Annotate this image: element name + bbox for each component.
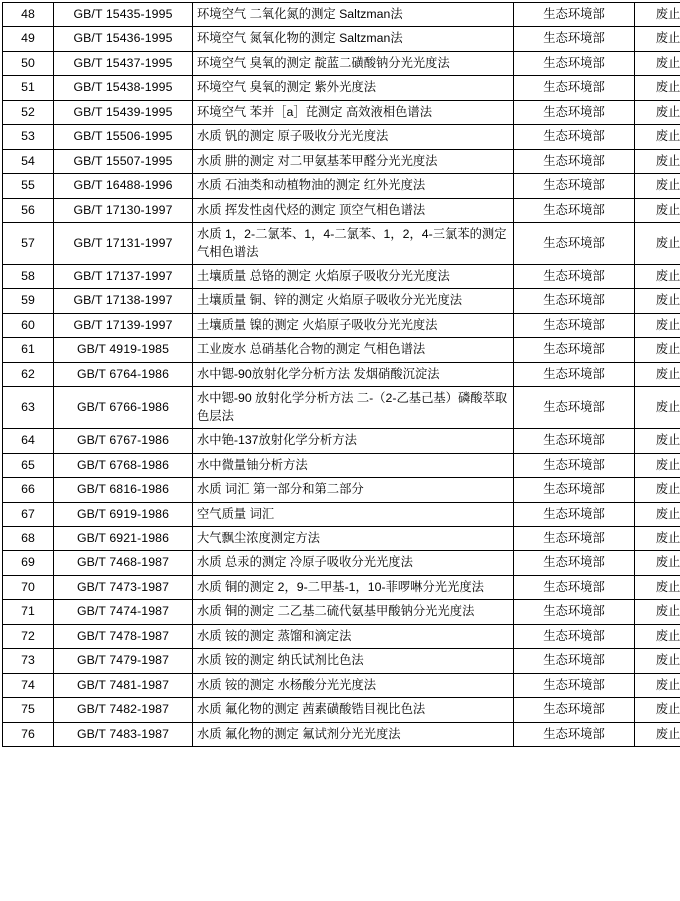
cell-serial-number: 64: [3, 429, 54, 453]
cell-standard-code: GB/T 7468-1987: [54, 551, 193, 575]
cell-standard-code: GB/T 7483-1987: [54, 722, 193, 746]
cell-department: 生态环境部: [514, 478, 635, 502]
table-row: [3, 551, 680, 575]
cell-status: 废止: [635, 3, 680, 27]
cell-serial-number: 48: [3, 3, 54, 27]
cell-department: 生态环境部: [514, 526, 635, 550]
cell-serial-number: 65: [3, 453, 54, 477]
cell-department: 生态环境部: [514, 362, 635, 386]
cell-serial-number: 52: [3, 100, 54, 124]
cell-status: 废止: [635, 51, 680, 75]
cell-status: 废止: [635, 27, 680, 51]
cell-serial-number: 68: [3, 526, 54, 550]
cell-status: 废止: [635, 149, 680, 173]
table-row: [3, 453, 680, 477]
cell-department: 生态环境部: [514, 649, 635, 673]
cell-status: 废止: [635, 125, 680, 149]
cell-department: 生态环境部: [514, 387, 635, 429]
cell-status: 废止: [635, 313, 680, 337]
cell-standard-name: 水质 石油类和动植物油的测定 红外光度法: [193, 174, 514, 198]
cell-standard-name: 水质 总汞的测定 冷原子吸收分光光度法: [193, 551, 514, 575]
table-row: [3, 387, 680, 429]
cell-department: 生态环境部: [514, 624, 635, 648]
cell-standard-name: 水质 词汇 第一部分和第二部分: [193, 478, 514, 502]
table-row: [3, 478, 680, 502]
cell-department: 生态环境部: [514, 429, 635, 453]
cell-standard-code: GB/T 17131-1997: [54, 223, 193, 265]
cell-standard-name: 工业废水 总硝基化合物的测定 气相色谱法: [193, 338, 514, 362]
cell-standard-code: GB/T 7474-1987: [54, 600, 193, 624]
cell-standard-name: 水中锶-90 放射化学分析方法 二-（2-乙基己基）磷酸萃取色层法: [193, 387, 514, 429]
cell-standard-name: 水质 钒的测定 原子吸收分光光度法: [193, 125, 514, 149]
cell-standard-code: GB/T 7478-1987: [54, 624, 193, 648]
table-row: [3, 575, 680, 599]
cell-department: 生态环境部: [514, 223, 635, 265]
cell-status: 废止: [635, 649, 680, 673]
cell-serial-number: 66: [3, 478, 54, 502]
table-row: [3, 100, 680, 124]
cell-department: 生态环境部: [514, 264, 635, 288]
cell-department: 生态环境部: [514, 125, 635, 149]
cell-standard-code: GB/T 15435-1995: [54, 3, 193, 27]
cell-standard-name: 水质 氟化物的测定 氟试剂分光光度法: [193, 722, 514, 746]
cell-department: 生态环境部: [514, 722, 635, 746]
cell-standard-code: GB/T 6816-1986: [54, 478, 193, 502]
cell-status: 废止: [635, 673, 680, 697]
cell-standard-code: GB/T 6764-1986: [54, 362, 193, 386]
cell-standard-code: GB/T 7481-1987: [54, 673, 193, 697]
table-row: [3, 76, 680, 100]
cell-serial-number: 63: [3, 387, 54, 429]
table-row: [3, 125, 680, 149]
cell-standard-name: 环境空气 苯并［a］芘测定 高效液相色谱法: [193, 100, 514, 124]
table-row: [3, 526, 680, 550]
cell-department: 生态环境部: [514, 673, 635, 697]
cell-standard-name: 土壤质量 总铬的测定 火焰原子吸收分光光度法: [193, 264, 514, 288]
cell-serial-number: 58: [3, 264, 54, 288]
cell-standard-code: GB/T 6768-1986: [54, 453, 193, 477]
table-row: [3, 673, 680, 697]
cell-department: 生态环境部: [514, 502, 635, 526]
table-row: [3, 362, 680, 386]
table-row: [3, 429, 680, 453]
cell-standard-code: GB/T 15436-1995: [54, 27, 193, 51]
cell-status: 废止: [635, 600, 680, 624]
cell-standard-name: 水质 肼的测定 对二甲氨基苯甲醛分光光度法: [193, 149, 514, 173]
cell-serial-number: 76: [3, 722, 54, 746]
cell-standard-code: GB/T 15506-1995: [54, 125, 193, 149]
cell-status: 废止: [635, 223, 680, 265]
table-row: [3, 338, 680, 362]
table-row: [3, 722, 680, 746]
table-row: [3, 502, 680, 526]
cell-serial-number: 51: [3, 76, 54, 100]
cell-standard-code: GB/T 17130-1997: [54, 198, 193, 222]
cell-status: 废止: [635, 100, 680, 124]
cell-serial-number: 73: [3, 649, 54, 673]
table-row: [3, 51, 680, 75]
cell-standard-code: GB/T 15438-1995: [54, 76, 193, 100]
cell-serial-number: 59: [3, 289, 54, 313]
cell-standard-name: 水质 铜的测定 二乙基二硫代氨基甲酸钠分光光度法: [193, 600, 514, 624]
table-row: [3, 149, 680, 173]
cell-standard-name: 环境空气 二氧化氮的测定 Saltzman法: [193, 3, 514, 27]
cell-standard-name: 水质 铵的测定 纳氏试剂比色法: [193, 649, 514, 673]
cell-status: 废止: [635, 575, 680, 599]
cell-standard-name: 大气飘尘浓度测定方法: [193, 526, 514, 550]
cell-department: 生态环境部: [514, 100, 635, 124]
cell-standard-code: GB/T 7473-1987: [54, 575, 193, 599]
cell-standard-code: GB/T 15507-1995: [54, 149, 193, 173]
cell-serial-number: 62: [3, 362, 54, 386]
cell-status: 废止: [635, 722, 680, 746]
cell-status: 废止: [635, 698, 680, 722]
cell-department: 生态环境部: [514, 551, 635, 575]
table-row: [3, 313, 680, 337]
cell-standard-code: GB/T 6919-1986: [54, 502, 193, 526]
table-row: [3, 289, 680, 313]
cell-status: 废止: [635, 551, 680, 575]
cell-standard-code: GB/T 15437-1995: [54, 51, 193, 75]
cell-serial-number: 72: [3, 624, 54, 648]
cell-serial-number: 74: [3, 673, 54, 697]
cell-department: 生态环境部: [514, 174, 635, 198]
cell-standard-code: GB/T 7482-1987: [54, 698, 193, 722]
cell-serial-number: 53: [3, 125, 54, 149]
cell-department: 生态环境部: [514, 289, 635, 313]
cell-serial-number: 67: [3, 502, 54, 526]
cell-standard-name: 水中微量铀分析方法: [193, 453, 514, 477]
cell-standard-code: GB/T 17137-1997: [54, 264, 193, 288]
cell-serial-number: 71: [3, 600, 54, 624]
cell-status: 废止: [635, 264, 680, 288]
table-row: [3, 223, 680, 265]
cell-standard-name: 土壤质量 镍的测定 火焰原子吸收分光光度法: [193, 313, 514, 337]
table-row: [3, 698, 680, 722]
cell-status: 废止: [635, 478, 680, 502]
cell-standard-code: GB/T 6921-1986: [54, 526, 193, 550]
table-row: [3, 600, 680, 624]
cell-serial-number: 56: [3, 198, 54, 222]
cell-serial-number: 57: [3, 223, 54, 265]
table-row: [3, 624, 680, 648]
cell-department: 生态环境部: [514, 76, 635, 100]
table-row: [3, 198, 680, 222]
cell-standard-code: GB/T 7479-1987: [54, 649, 193, 673]
cell-standard-name: 水质 铵的测定 水杨酸分光光度法: [193, 673, 514, 697]
cell-status: 废止: [635, 338, 680, 362]
cell-department: 生态环境部: [514, 600, 635, 624]
cell-standard-code: GB/T 6767-1986: [54, 429, 193, 453]
cell-status: 废止: [635, 289, 680, 313]
table-row: [3, 264, 680, 288]
cell-serial-number: 49: [3, 27, 54, 51]
cell-standard-name: 水中铯-137放射化学分析方法: [193, 429, 514, 453]
cell-standard-name: 水质 铵的测定 蒸馏和滴定法: [193, 624, 514, 648]
cell-status: 废止: [635, 387, 680, 429]
cell-serial-number: 69: [3, 551, 54, 575]
standards-table: [2, 2, 680, 747]
cell-status: 废止: [635, 76, 680, 100]
cell-standard-code: GB/T 17139-1997: [54, 313, 193, 337]
cell-serial-number: 75: [3, 698, 54, 722]
table-row: [3, 3, 680, 27]
table-row: [3, 174, 680, 198]
cell-department: 生态环境部: [514, 698, 635, 722]
cell-standard-name: 水中锶-90放射化学分析方法 发烟硝酸沉淀法: [193, 362, 514, 386]
cell-standard-code: GB/T 6766-1986: [54, 387, 193, 429]
cell-standard-code: GB/T 17138-1997: [54, 289, 193, 313]
cell-serial-number: 55: [3, 174, 54, 198]
cell-standard-name: 土壤质量 铜、锌的测定 火焰原子吸收分光光度法: [193, 289, 514, 313]
cell-standard-code: GB/T 16488-1996: [54, 174, 193, 198]
cell-standard-name: 环境空气 氮氧化物的测定 Saltzman法: [193, 27, 514, 51]
cell-status: 废止: [635, 362, 680, 386]
cell-standard-name: 水质 1，2-二氯苯、1，4-二氯苯、1，2，4-三氯苯的测定 气相色谱法: [193, 223, 514, 265]
cell-status: 废止: [635, 429, 680, 453]
cell-standard-name: 环境空气 臭氧的测定 紫外光度法: [193, 76, 514, 100]
cell-standard-code: GB/T 4919-1985: [54, 338, 193, 362]
cell-department: 生态环境部: [514, 575, 635, 599]
cell-department: 生态环境部: [514, 149, 635, 173]
cell-serial-number: 60: [3, 313, 54, 337]
cell-department: 生态环境部: [514, 313, 635, 337]
cell-department: 生态环境部: [514, 338, 635, 362]
cell-department: 生态环境部: [514, 198, 635, 222]
cell-status: 废止: [635, 174, 680, 198]
cell-standard-name: 空气质量 词汇: [193, 502, 514, 526]
cell-serial-number: 70: [3, 575, 54, 599]
cell-standard-code: GB/T 15439-1995: [54, 100, 193, 124]
cell-department: 生态环境部: [514, 3, 635, 27]
cell-status: 废止: [635, 198, 680, 222]
cell-department: 生态环境部: [514, 27, 635, 51]
table-row: [3, 27, 680, 51]
cell-standard-name: 水质 挥发性卤代烃的测定 顶空气相色谱法: [193, 198, 514, 222]
cell-serial-number: 61: [3, 338, 54, 362]
table-row: [3, 649, 680, 673]
cell-standard-name: 环境空气 臭氧的测定 靛蓝二磺酸钠分光光度法: [193, 51, 514, 75]
cell-department: 生态环境部: [514, 51, 635, 75]
cell-status: 废止: [635, 624, 680, 648]
table-body: [3, 3, 680, 747]
cell-standard-name: 水质 铜的测定 2，9-二甲基-1，10-菲啰啉分光光度法: [193, 575, 514, 599]
cell-status: 废止: [635, 502, 680, 526]
cell-status: 废止: [635, 453, 680, 477]
cell-serial-number: 54: [3, 149, 54, 173]
cell-serial-number: 50: [3, 51, 54, 75]
cell-status: 废止: [635, 526, 680, 550]
cell-standard-name: 水质 氟化物的测定 茜素磺酸锆目视比色法: [193, 698, 514, 722]
cell-department: 生态环境部: [514, 453, 635, 477]
